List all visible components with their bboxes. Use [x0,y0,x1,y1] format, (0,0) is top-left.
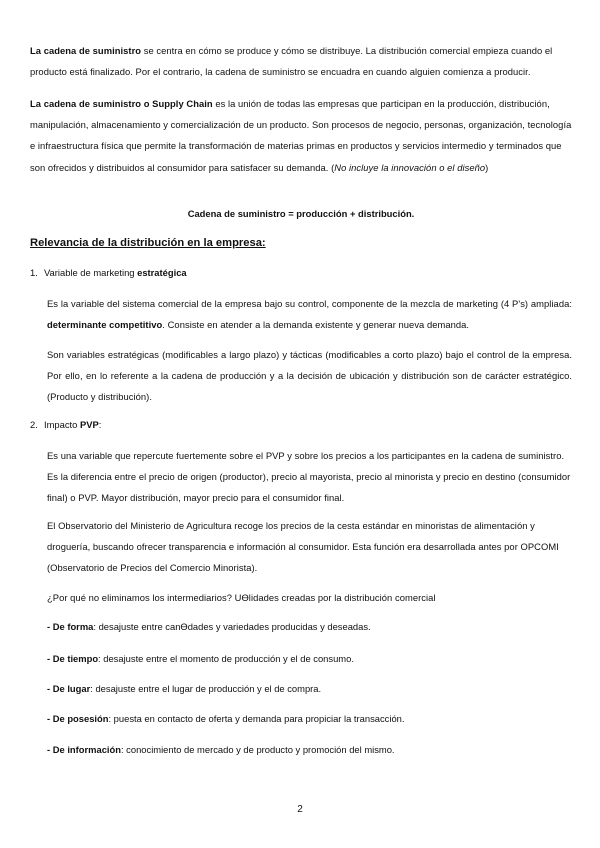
term-supply-chain: La cadena de suministro o Supply Chain [30,98,213,109]
question-line: ¿Por qué no eliminamos los intermediarios? UƟlidades creadas por la distribución comercial [47,592,436,603]
item2-paragraph-2: El Observatorio del Ministerio de Agricultura recoge los precios de la cesta estándar en minoristas de alimentación y droguería, buscando ofrecer transparencia e información al consumidor. Esta función era desarrollada antes por OPCOMI (Observatorio de Precios del Comercio Minorista). [47,520,559,574]
list-item-1: 1. Variable de marketing estratégica [30,267,187,278]
term-cadena-suministro: La cadena de suministro [30,45,142,56]
utility-posesion: - De posesión: puesta en contacto de oferta y demanda para propiciar la transacción. [47,713,405,724]
paragraph-supply-chain-intro: La cadena de suministro se centra en cómo se produce y cómo se distribuye. La distribución comercial empieza cuando el producto está finalizado. Por el contrario, la cadena de suministro se encuadra en cuando alguien comienza a producir. [30,45,553,78]
section-heading: Relevancia de la distribución en la empresa: [30,237,266,249]
item1-paragraph-2: Son variables estratégicas (modificables a largo plazo) y tácticas (modificables a corto plazo) bajo el control de la empresa. Por ello, en lo referente a la cadena de producción y a la decisión de ubicación y distribución son de carácter estratégico. (Producto y distribución). [47,349,572,403]
utility-tiempo: - De tiempo: desajuste entre el momento de producción y el de consumo. [47,653,354,664]
formula-line: Cadena de suministro = producción + distribución. [187,208,415,219]
paragraph-supply-chain-definition: La cadena de suministro o Supply Chain es la unión de todas las empresas que participan en la producción, distribución, manipulación, almacenamiento y comercialización de un producto. Son procesos de negocio, personas, organización, tecnología e infraestructura física que permite la transformación de materias primas en productos y servicios intermedio y terminados que son ofrecidos y distribuidos al consumidor para satisfacer su demanda. (No incluye la innovación o el diseño) [30,98,572,173]
italic-note: No incluye la innovación o el diseño [334,161,486,173]
utility-lugar: - De lugar: desajuste entre el lugar de producción y el de compra. [47,683,322,694]
item1-paragraph-1: Es la variable del sistema comercial de la empresa bajo su control, componente de la mezcla de marketing (4 P's) ampliada: determinante competitivo. Consiste en atender a la demanda existente y generar nueva demanda. [47,298,572,331]
list-item-2: 2. Impacto PVP: [30,419,102,430]
utility-forma: - De forma: desajuste entre canƟdades y variedades producidas y deseadas. [47,621,371,632]
item2-paragraph-1: Es una variable que repercute fuertemente sobre el PVP y sobre los precios a los participantes en la cadena de suministro. Es la diferencia entre el precio de origen (productor), precio al mayorista, precio al minorista y precio en destino (consumidor final) o PVP. Mayor distribución, mayor precio para el consumidor final. [47,450,571,504]
utility-informacion: - De información: conocimiento de mercado y de producto y promoción del mismo. [47,744,395,755]
page-number: 2 [297,804,303,815]
